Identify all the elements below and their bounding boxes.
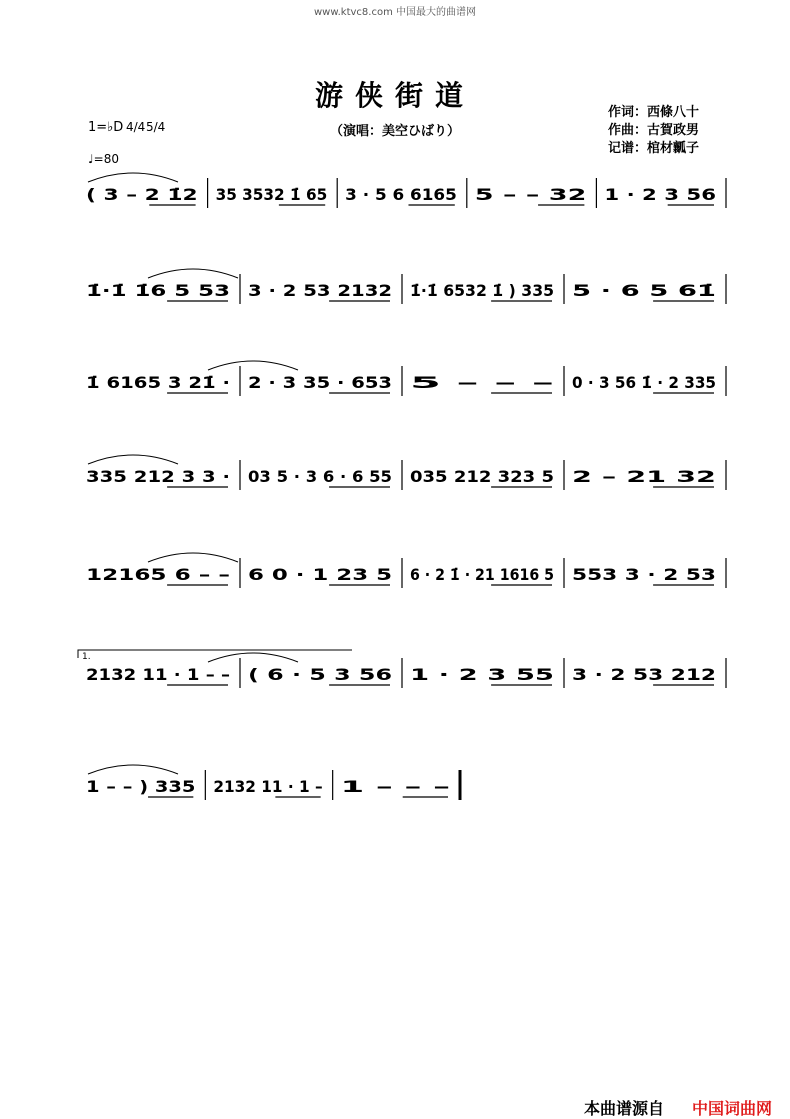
measure-notes: 553 3 · 2 53 (572, 565, 716, 584)
slur-arc (148, 269, 238, 278)
time-signature-4-4 (126, 120, 145, 134)
time-signature-label: 4/4 (126, 120, 146, 134)
key-signature: 1=♭D (88, 120, 124, 135)
volta-bracket (0, 646, 790, 660)
score-line (0, 268, 790, 316)
measure-notes: 1 · 2 3 55 (410, 665, 554, 684)
measure-notes: 12165 6 – – (86, 565, 230, 584)
measure-notes: 2132 11 · 1 – – (86, 665, 230, 684)
song-title: 游侠街道 (314, 79, 475, 112)
measure-notes: 1̇·1̇ 6532 1̇ ) 335 (410, 281, 554, 300)
measure-notes: 3 · 5 6 6165 (345, 185, 457, 204)
measure-notes: 2 – 21 32 (572, 467, 716, 486)
measure-notes: 0 · 3 56 1̇ · 2 335 (572, 373, 716, 392)
measure-notes: 035 212 323 5 (410, 467, 554, 486)
score-line (0, 764, 790, 812)
tempo-marking: ♩=80 (88, 152, 119, 166)
measure-notes: ( 6 · 5 3 56 (248, 665, 392, 684)
measure-notes: 5 · 6 5 61̇ (572, 281, 716, 300)
measure-notes: 3 · 2 53 2132 (248, 281, 392, 300)
measure-notes: 2132 11 · 1 – (213, 777, 323, 796)
measure-notes: 1 – – ) 335 (86, 777, 196, 796)
slur-arc (148, 553, 238, 562)
measure-notes: ( 3 – 2 1̇2 (86, 185, 198, 204)
measure-notes: 3 · 2 53 212 (572, 665, 716, 684)
measure-notes: 03 5 · 3 6 · 6 55 (248, 467, 392, 486)
slur-arc (208, 361, 298, 370)
measure-notes: 2 · 3 35 · 653 (248, 373, 392, 392)
volta-line (78, 650, 352, 658)
slur-arc (88, 455, 178, 464)
source-label: 本曲谱源自 (584, 1099, 665, 1118)
time-signature-label: 5/4 (146, 120, 166, 134)
score-line (0, 360, 790, 408)
composer-credit: 作曲：古賀政男 (608, 123, 700, 138)
volta-label: 1. (82, 652, 91, 662)
site-header: www.ktvc8.com 中国最大的曲谱网 (313, 7, 476, 18)
time-signature-5-4 (146, 120, 165, 134)
measure-notes: 6 · 2 1̇ · 21 1616 5 (410, 565, 554, 584)
measure-notes: 6 0 · 1 23 5 (248, 565, 392, 584)
score-line (0, 172, 790, 220)
measure-notes: 1̇ 6165 3 21̇ · (86, 373, 230, 392)
measure-notes: 5 – – – (410, 373, 554, 392)
score-line (0, 454, 790, 502)
measure-notes: 1 · 2 3 56 (604, 185, 716, 204)
measure-notes: 335 212 3 3 · (86, 467, 230, 486)
lyricist-credit: 作词：西條八十 (608, 105, 700, 120)
source-site-link[interactable]: 中国词曲网 (692, 1099, 773, 1118)
measure-notes: 35 3532 1̇ 65 (215, 185, 328, 204)
measure-notes: 1 – – – (340, 777, 450, 796)
transcriber-credit: 记谱：棺材瓤子 (608, 141, 700, 156)
credits-block (608, 104, 699, 158)
measure-notes: 1̇·1̇ 1̇6 5 53 (86, 281, 230, 300)
singer-credit: （演唱：美空ひばり） (329, 124, 460, 139)
slur-arc (88, 765, 178, 774)
slur-arc (88, 173, 178, 182)
score-line (0, 552, 790, 600)
quarter-note-icon: ♩ (88, 152, 94, 166)
measure-notes: 5 – – 32 (474, 185, 587, 204)
